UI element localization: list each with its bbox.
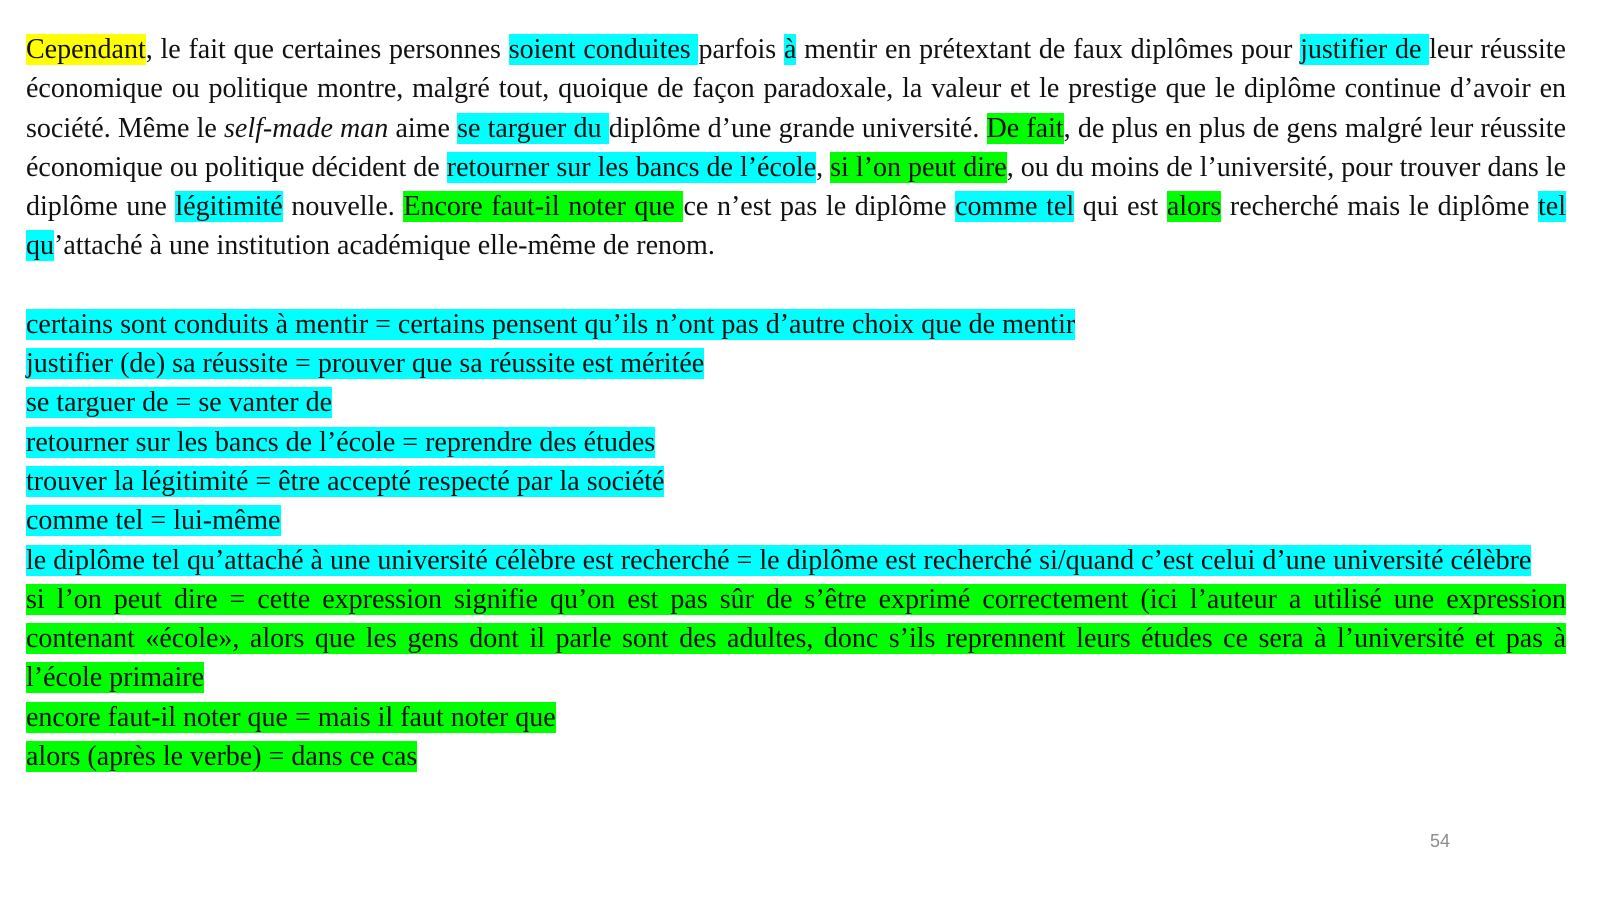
highlighted-phrase-green: alors [1166, 191, 1222, 223]
glossary-definition-text: le diplôme tel qu’attaché à une université célèbre est recherché = le diplôme est recherché si/quand c’est celui d’une université célèbre [26, 544, 1532, 576]
page-number: 54 [1429, 831, 1450, 851]
highlighted-phrase-cyan: justifier de [1300, 34, 1430, 65]
paragraph-text: , de plus en plus de gens malgré leur réussite économique ou politique décident de [26, 112, 1567, 183]
paragraph-text: aime [388, 112, 458, 144]
glossary-item [26, 462, 1566, 501]
paragraph-text: mentir en prétextant de faux diplômes pour [796, 34, 1301, 65]
highlighted-phrase-green: si l’on peut dire [830, 151, 1007, 183]
glossary-item [26, 698, 1566, 737]
glossary-item [26, 305, 1566, 344]
paragraph-text: leur réussite économique ou politique montre, malgré tout, quoique de façon paradoxale, la valeur et le prestige que le diplôme continue d’avoir en société. Même le [26, 34, 1566, 144]
highlighted-phrase-cyan: retourner sur les bancs de l’école [446, 151, 817, 183]
glossary-item [26, 541, 1566, 580]
glossary-item [26, 423, 1566, 462]
highlighted-phrase-cyan: se targuer du [457, 112, 609, 144]
glossary-definition-text: certains sont conduits à mentir = certains pensent qu’ils n’ont pas d’autre choix que de mentir [26, 308, 1076, 340]
paragraph-text: parfois [698, 34, 784, 65]
paragraph-text: , le fait que certaines personnes [145, 34, 509, 65]
main-paragraph [26, 30, 1566, 266]
highlighted-phrase-green: Encore faut-il noter que [403, 191, 684, 223]
glossary-definition-text: se targuer de = se vanter de [26, 387, 333, 419]
paragraph-text: , [816, 151, 831, 183]
highlighted-phrase-cyan: à [783, 34, 797, 65]
paragraph-text: qui est [1074, 191, 1167, 223]
glossary-item [26, 344, 1566, 383]
highlighted-phrase-cyan: comme tel [955, 191, 1075, 223]
paragraph-text: , ou du moins de l’université, pour trouver dans le diplôme une [26, 151, 1567, 223]
spacer [26, 266, 1566, 305]
glossary-definition-text: retourner sur les bancs de l’école = reprendre des études [26, 426, 656, 458]
glossary-definition-text: trouver la légitimité = être accepté respecté par la société [26, 465, 665, 497]
highlighted-phrase-cyan: tel qu [26, 191, 1566, 262]
paragraph-text: ce n’est pas le diplôme [683, 191, 956, 223]
highlighted-phrase-cyan: soient conduites [508, 34, 699, 65]
highlighted-phrase-yellow: Cependant [26, 34, 146, 65]
glossary-definition-text: encore faut-il noter que = mais il faut noter que [26, 701, 556, 733]
glossary-item [26, 580, 1566, 698]
slide-content [26, 30, 1566, 776]
highlighted-phrase-green: De fait [986, 112, 1064, 144]
glossary-definition-text: alors (après le verbe) = dans ce cas [26, 741, 418, 773]
paragraph-text: diplôme d’une grande université. [608, 112, 987, 144]
glossary-definition-text: comme tel = lui-même [26, 505, 281, 537]
glossary-definition-text: si l’on peut dire = cette expression signifie qu’on est pas sûr de s’être exprimé correctement (ici l’auteur a utilisé une expression contenant «école», alors que les gens dont il parle sont des adultes, donc s’ils reprennent leurs études ce sera à l’université et pas à l’école primaire [26, 583, 1566, 694]
glossary-item [26, 501, 1566, 540]
glossary-list [26, 305, 1566, 777]
glossary-definition-text: justifier (de) sa réussite = prouver que sa réussite est méritée [26, 348, 705, 380]
glossary-item [26, 737, 1566, 776]
paragraph-text: nouvelle. [282, 191, 404, 223]
glossary-item [26, 383, 1566, 422]
paragraph-text: recherché mais le diplôme [1221, 191, 1538, 223]
highlighted-phrase-cyan: légitimité [175, 191, 283, 223]
paragraph-text: ’attaché à une institution académique elle-même de renom. [54, 230, 715, 262]
paragraph-text: self-made man [224, 112, 389, 144]
